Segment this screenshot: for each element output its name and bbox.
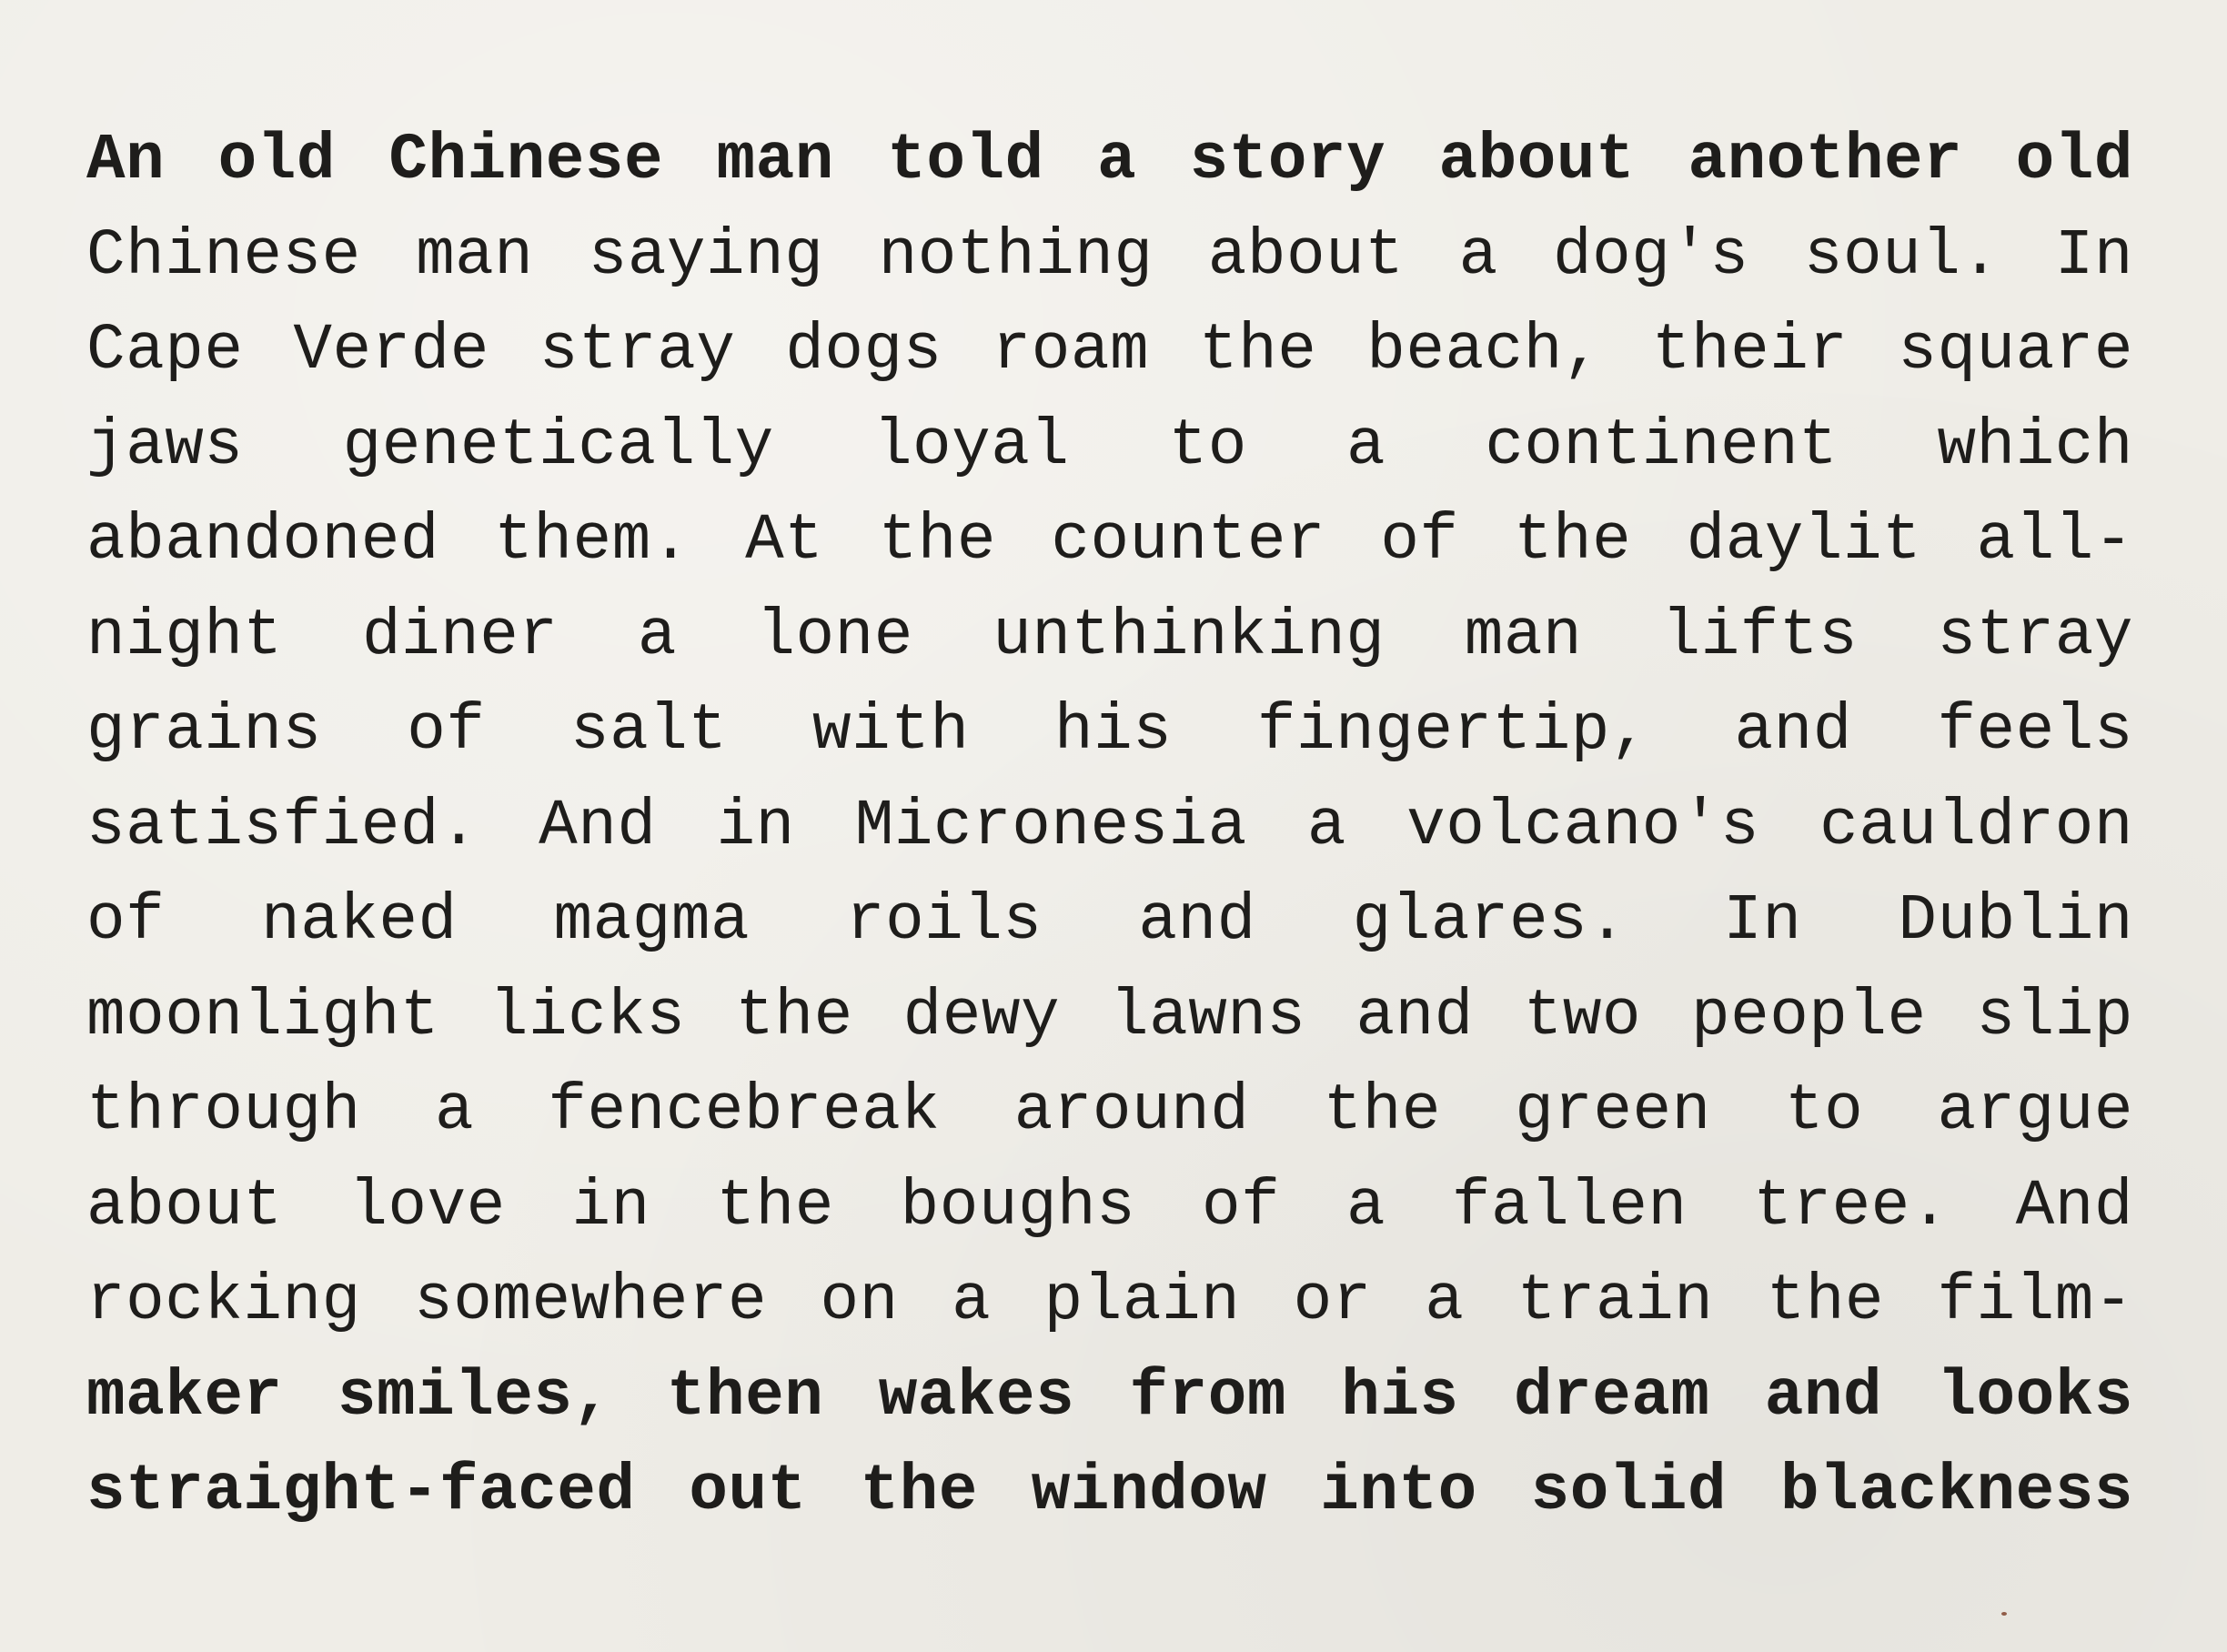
text-line-6: night diner a lone unthinking man lifts stray bbox=[86, 599, 2133, 673]
text-line-10: moonlight licks the dewy lawns and two people slip bbox=[86, 980, 2133, 1053]
text-line-4: jaws genetically loyal to a continent which bbox=[86, 409, 2133, 483]
text-line-14: maker smiles, then wakes from his dream and looks bbox=[86, 1360, 2133, 1434]
text-line-1: An old Chinese man told a story about another old bbox=[86, 125, 2133, 197]
text-line-8: satisfied. And in Micronesia a volcano's cauldron bbox=[86, 790, 2133, 863]
text-line-13: rocking somewhere on a plain or a train the film- bbox=[86, 1265, 2133, 1338]
text-line-3: Cape Verde stray dogs roam the beach, their square bbox=[86, 315, 2133, 388]
text-line-7: grains of salt with his fingertip, and feels bbox=[86, 695, 2133, 768]
text-line-2: Chinese man saying nothing about a dog's soul. In bbox=[86, 219, 2133, 293]
text-line-9: of naked magma roils and glares. In Dublin bbox=[86, 885, 2133, 958]
ink-speck bbox=[2001, 1612, 2007, 1616]
text-line-5: abandoned them. At the counter of the daylit all- bbox=[86, 505, 2133, 578]
text-line-11: through a fencebreak around the green to argue bbox=[86, 1075, 2133, 1148]
text-line-15: straight-faced out the window into solid blackness bbox=[86, 1456, 2133, 1528]
text-line-12: about love in the boughs of a fallen tree. And bbox=[86, 1170, 2133, 1244]
typewritten-text-block bbox=[86, 114, 2133, 1540]
